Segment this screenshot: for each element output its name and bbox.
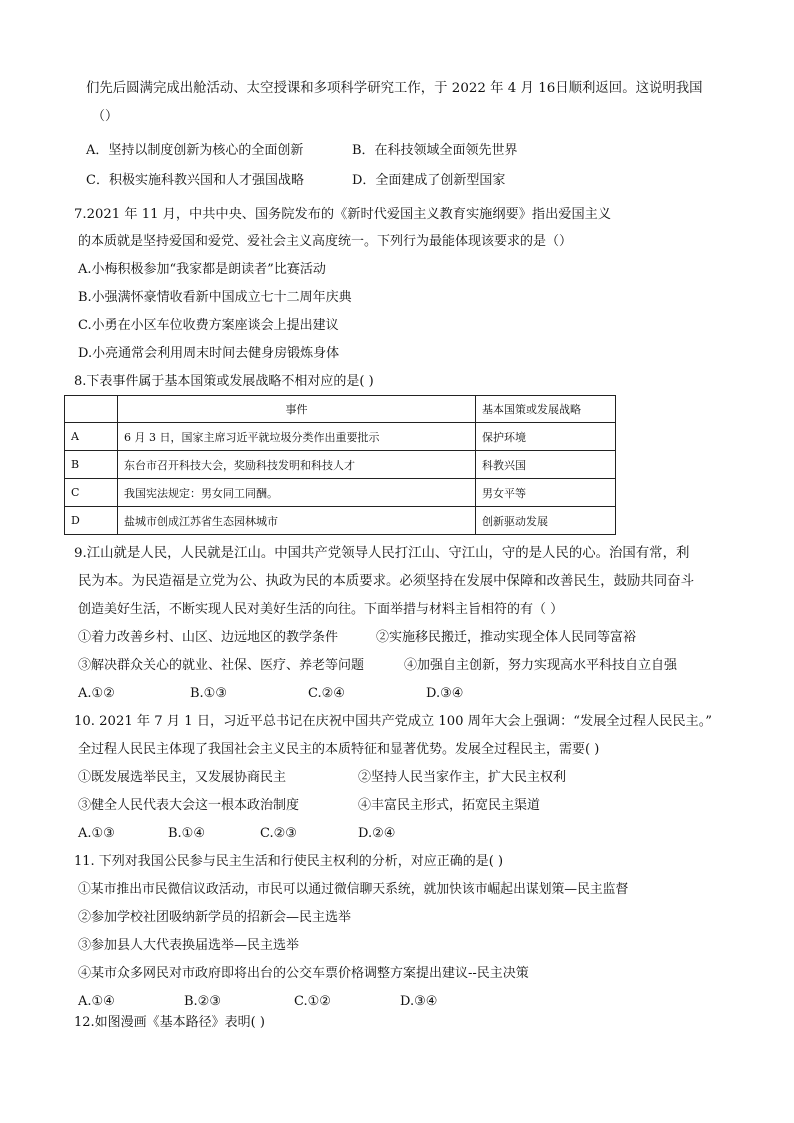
q10-stem-2: 全过程人民民主体现了我国社会主义民主的本质特征和显著优势。发展全过程民主，需要( ) [78, 742, 600, 757]
q9-item-2: ②实施移民搬迁，推动实现全体人民同等富裕 [376, 630, 637, 645]
q6-option-d: D．全面建成了创新型国家 [352, 173, 506, 188]
q10-option-a: A.①③ [78, 826, 115, 841]
table-cell: 盐城市创成江苏省生态园林城市 [118, 507, 476, 535]
table-row [65, 451, 616, 479]
q10-item-4: ④丰富民主形式，拓宽民主渠道 [358, 798, 541, 813]
q10-item-2: ②坚持人民当家作主，扩大民主权利 [358, 770, 567, 785]
q11-option-d: D.③④ [400, 994, 438, 1009]
q8-table [64, 395, 616, 535]
table-cell: 我国宪法规定：男女同工同酬。 [118, 479, 476, 507]
q9-stem-1: 9.江山就是人民，人民就是江山。中国共产党领导人民打江山、守江山，守的是人民的心。治国有常，利 [74, 546, 690, 561]
q9-item-4: ④加强自主创新，努力实现高水平科技自立自强 [404, 658, 678, 673]
q7-option-a: A.小梅积极参加“我家都是朗读者”比赛活动 [78, 262, 326, 277]
table-row [65, 507, 616, 535]
table-header-cell: 事件 [118, 396, 476, 423]
q6-option-a: A．坚持以制度创新为核心的全面创新 [86, 143, 304, 158]
table-cell: 保护环境 [476, 423, 616, 451]
q9-item-1: ①着力改善乡村、山区、边远地区的教学条件 [78, 630, 339, 645]
q9-option-d: D.③④ [426, 686, 464, 701]
q11-option-b: B.②③ [184, 994, 221, 1009]
q6-option-c: C．积极实施科教兴国和人才强国战略 [86, 173, 304, 188]
table-header-cell [65, 396, 118, 423]
q9-stem-3: 创造美好生活，不断实现人民对美好生活的向往。下面举措与材料主旨相符的有（ ） [78, 602, 564, 617]
table-row [65, 423, 616, 451]
q9-option-a: A.①② [78, 686, 115, 701]
q7-stem-1: 7.2021 年 11 月，中共中央、国务院发布的《新时代爱国主义教育实施纲要》指出爱国主义 [74, 207, 612, 222]
q11-stem: 11. 下列对我国公民参与民主生活和行使民主权利的分析，对应正确的是( ) [74, 854, 504, 869]
q11-item-4: ④某市众多网民对市政府即将出台的公交车票价格调整方案提出建议--民主决策 [78, 966, 529, 981]
q10-option-d: D.②④ [358, 826, 396, 841]
table-cell: 创新驱动发展 [476, 507, 616, 535]
q11-item-3: ③参加县人大代表换届选举—民主选举 [78, 938, 300, 953]
table-cell: B [65, 451, 118, 479]
table-cell: 科教兴国 [476, 451, 616, 479]
q11-item-2: ②参加学校社团吸纳新学员的招新会—民主选举 [78, 910, 352, 925]
q7-stem-2: 的本质就是坚持爱国和爱党、爱社会主义高度统一。下列行为最能体现该要求的是（） [78, 234, 573, 249]
q7-option-c: C.小勇在小区车位收费方案座谈会上提出建议 [78, 318, 339, 333]
table-cell: A [65, 423, 118, 451]
q10-option-b: B.①④ [168, 826, 205, 841]
table-cell: 东台市召开科技大会，奖励科技发明和科技人才 [118, 451, 476, 479]
q11-option-a: A.①④ [78, 994, 115, 1009]
table-cell: 男女平等 [476, 479, 616, 507]
q12-stem: 12.如图漫画《基本路径》表明( ) [74, 1015, 265, 1030]
q9-stem-2: 民为本。为民造福是立党为公、执政为民的本质要求。必须坚持在发展中保障和改善民生，鼓励共同奋斗 [78, 574, 694, 589]
q10-item-3: ③健全人民代表大会这一根本政治制度 [78, 798, 300, 813]
table-row [65, 479, 616, 507]
q11-option-c: C.①② [294, 994, 331, 1009]
q7-option-b: B.小强满怀豪情收看新中国成立七十二周年庆典 [78, 290, 352, 305]
table-cell: C [65, 479, 118, 507]
table-header-row [65, 396, 616, 423]
q9-option-c: C.②④ [308, 686, 345, 701]
table-cell: D [65, 507, 118, 535]
q9-option-b: B.①③ [190, 686, 227, 701]
q9-item-3: ③解决群众关心的就业、社保、医疗、养老等问题 [78, 658, 365, 673]
q6-option-b: B．在科技领域全面领先世界 [352, 143, 518, 158]
q10-stem-1: 10. 2021 年 7 月 1 日，习近平总书记在庆祝中国共产党成立 100 周年大会上强调：“发展全过程人民民主。” [74, 714, 713, 729]
q7-option-d: D.小亮通常会利用周末时间去健身房锻炼身体 [78, 346, 340, 361]
table-header-cell: 基本国策或发展战略 [476, 396, 616, 423]
intro-line: 们先后圆满完成出舱活动、太空授课和多项科学研究工作，于 2022 年 4 月 16日顺利返回。这说明我国 [86, 81, 703, 96]
q10-option-c: C.②③ [260, 826, 297, 841]
table-cell: 6 月 3 日，国家主席习近平就垃圾分类作出重要批示 [118, 423, 476, 451]
q10-item-1: ①既发展选举民主，又发展协商民主 [78, 770, 287, 785]
q11-item-1: ①某市推出市民微信议政活动，市民可以通过微信聊天系统，就加快该市崛起出谋划策—民主监督 [78, 882, 629, 897]
q8-stem: 8.下表事件属于基本国策或发展战略不相对应的是( ) [74, 374, 374, 389]
q6-paren: （） [92, 109, 119, 124]
